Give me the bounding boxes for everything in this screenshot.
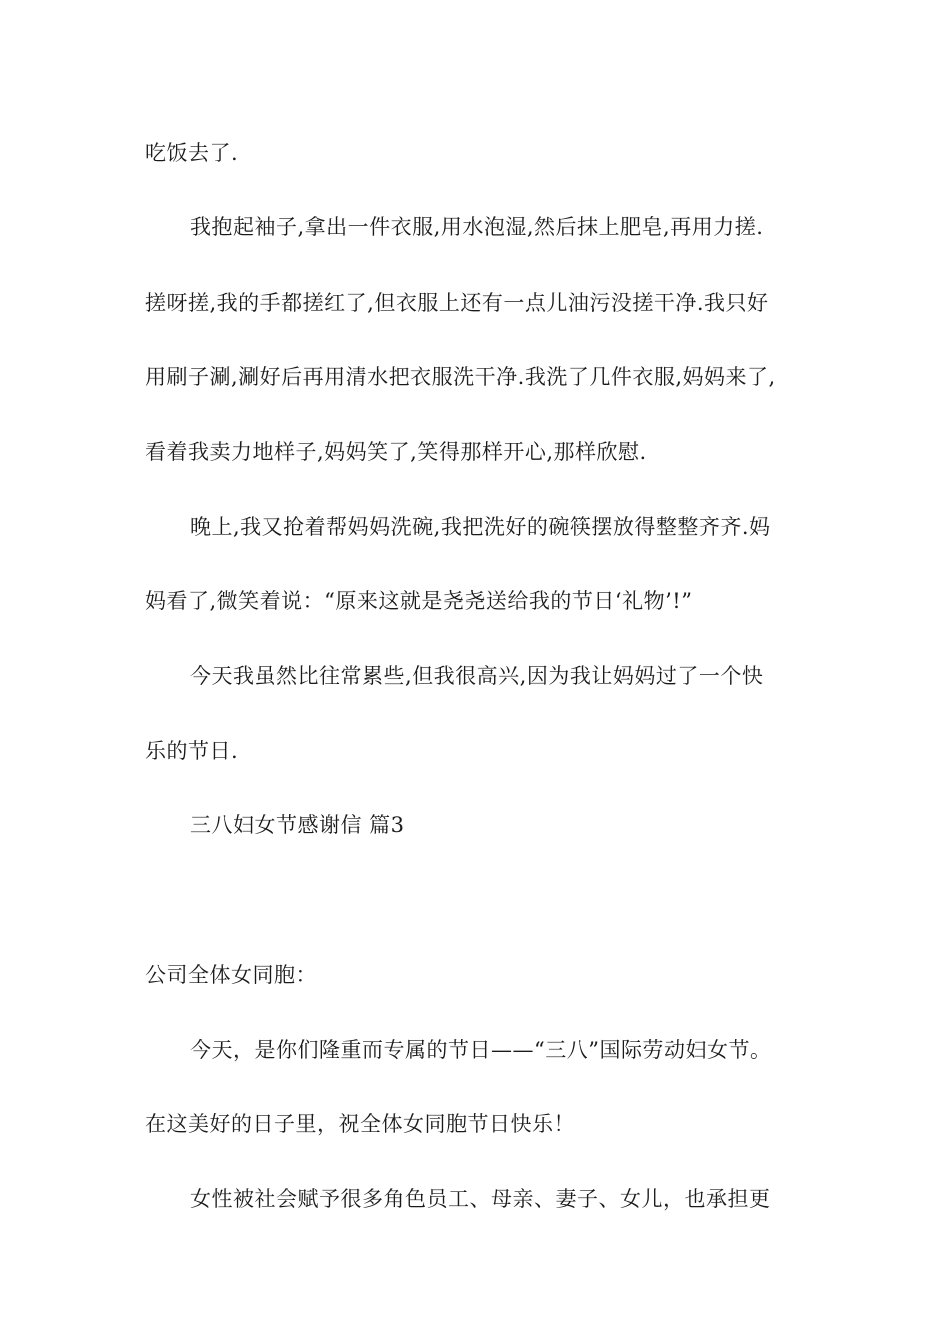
paragraph-line: 搓呀搓,我的手都搓红了,但衣服上还有一点儿油污没搓干净.我只好	[145, 291, 769, 315]
paragraph-line: 乐的节日.	[145, 739, 239, 763]
paragraph-line: 看着我卖力地样子,妈妈笑了,笑得那样开心,那样欣慰.	[145, 440, 647, 464]
salutation: 公司全体女同胞：	[145, 963, 317, 987]
paragraph-line: 女性被社会赋予很多角色员工、母亲、妻子、女儿，也承担更	[190, 1187, 771, 1211]
paragraph-line: 在这美好的日子里，祝全体女同胞节日快乐！	[145, 1112, 575, 1136]
paragraph-line: 妈看了,微笑着说：“原来这就是尧尧送给我的节日‘礼物’!”	[145, 589, 693, 613]
paragraph-line: 今天，是你们隆重而专属的节日——“三八”国际劳动妇女节。	[190, 1038, 772, 1062]
paragraph-line: 吃饭去了.	[145, 141, 239, 165]
paragraph-line: 我抱起袖子,拿出一件衣服,用水泡湿,然后抹上肥皂,再用力搓.	[190, 215, 764, 239]
paragraph-line: 今天我虽然比往常累些,但我很高兴,因为我让妈妈过了一个快	[190, 664, 764, 688]
section-heading: 三八妇女节感谢信 篇3	[190, 813, 405, 837]
paragraph-line: 晚上,我又抢着帮妈妈洗碗,我把洗好的碗筷摆放得整整齐齐.妈	[190, 515, 771, 539]
paragraph-line: 用刷子涮,涮好后再用清水把衣服洗干净.我洗了几件衣服,妈妈来了,	[145, 365, 776, 389]
